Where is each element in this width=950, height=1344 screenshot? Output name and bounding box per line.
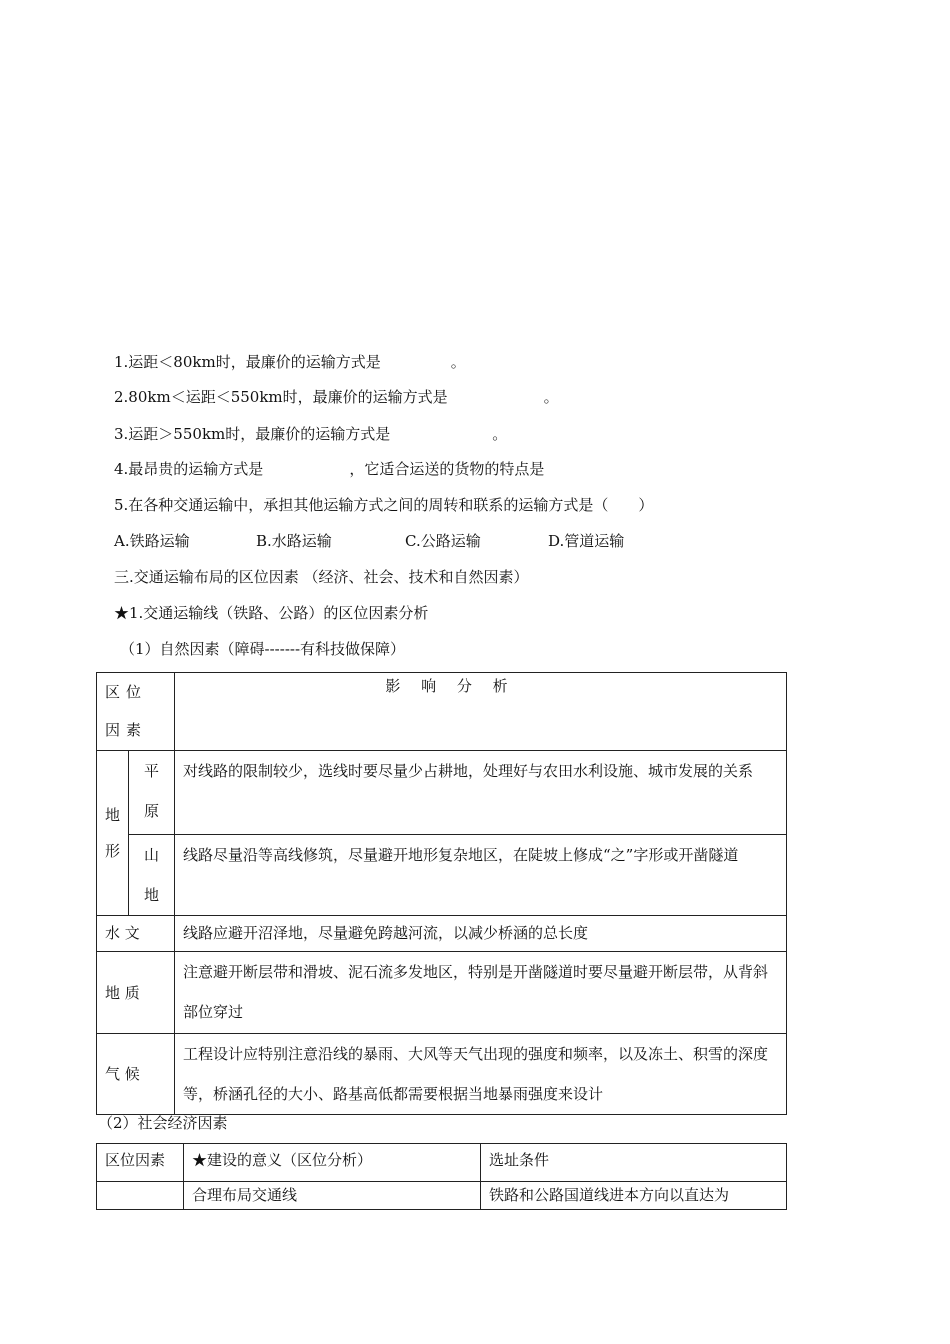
social-col1-header: 区位因素 bbox=[97, 1144, 184, 1182]
hydro-label-cell bbox=[97, 916, 175, 952]
hydro-label: 水 文 bbox=[105, 924, 140, 942]
option-d: D.管道运输 bbox=[548, 532, 625, 550]
question-4 bbox=[114, 459, 544, 479]
social-row1-col2: 合理布局交通线 bbox=[184, 1182, 481, 1210]
natural-factors-table bbox=[96, 672, 787, 1115]
climate-text-cell bbox=[175, 1034, 787, 1115]
option-a: A.铁路运输 bbox=[114, 532, 190, 550]
climate-label-cell bbox=[97, 1034, 175, 1115]
question-4-text: 4.最昂贵的运输方式是 bbox=[114, 460, 264, 478]
question-5-text: 5.在各种交通运输中，承担其他运输方式之间的周转和联系的运输方式是（ ） bbox=[114, 496, 654, 514]
plain-text: 对线路的限制较少，选线时要尽量少占耕地，处理好与农田水利设施、城市发展的关系 bbox=[183, 762, 754, 780]
climate-label: 气 候 bbox=[105, 1065, 140, 1083]
question-2-end: 。 bbox=[543, 388, 559, 406]
terrain-label: 地形 bbox=[104, 806, 120, 860]
geology-label: 地 质 bbox=[105, 983, 140, 1002]
subsection-title: ★1.交通运输线（铁路、公路）的区位因素分析 bbox=[114, 604, 429, 622]
social-row1-col3: 铁路和公路国道线进本方向以直达为 bbox=[481, 1182, 787, 1210]
header-factor-cell bbox=[97, 673, 175, 751]
climate-text: 工程设计应特别注意沿线的暴雨、大风等天气出现的强度和频率，以及冻土、积雪的深度等，桥涵孔径的大小、路基高低都需要根据当地暴雨强度来设计 bbox=[183, 1045, 769, 1103]
section-title: 三.交通运输布局的区位因素 （经济、社会、技术和自然因素） bbox=[114, 568, 529, 586]
social-factors-table bbox=[96, 1143, 787, 1210]
social-col2-header: ★建设的意义（区位分析） bbox=[184, 1144, 481, 1182]
mountain-label: 山地 bbox=[143, 846, 159, 904]
option-b: B.水路运输 bbox=[256, 532, 332, 550]
question-1-text: 1.运距＜80km时，最廉价的运输方式是 bbox=[114, 353, 381, 371]
mountain-text: 线路尽量沿等高线修筑，尽量避开地形复杂地区，在陡坡上修成“之”字形或开凿隧道 bbox=[183, 846, 739, 864]
header-factor: 区位因素 bbox=[105, 683, 148, 739]
social-col3-header: 选址条件 bbox=[481, 1144, 787, 1182]
social-heading: （2）社会经济因素 bbox=[98, 1114, 228, 1132]
geology-text: 注意避开断层带和滑坡、泥石流多发地区，特别是开凿隧道时要尽量避开断层带，从背斜部位穿过 bbox=[183, 963, 769, 1021]
plain-text-cell bbox=[175, 751, 787, 835]
question-3-text: 3.运距＞550km时，最廉价的运输方式是 bbox=[114, 425, 391, 443]
question-2-text: 2.80km＜运距＜550km时，最廉价的运输方式是 bbox=[114, 388, 448, 406]
social-row1-col1 bbox=[97, 1182, 184, 1210]
geology-text-cell bbox=[175, 952, 787, 1034]
mountain-label-cell bbox=[129, 835, 175, 916]
question-3 bbox=[114, 424, 507, 444]
hydro-text: 线路应避开沼泽地，尽量避免跨越河流，以减少桥涵的总长度 bbox=[183, 924, 589, 942]
terrain-label-cell bbox=[97, 751, 129, 916]
plain-label-cell bbox=[129, 751, 175, 835]
question-1 bbox=[114, 352, 466, 372]
geology-label-cell bbox=[97, 952, 175, 1034]
hydro-text-cell bbox=[175, 916, 787, 952]
question-3-end: 。 bbox=[492, 425, 508, 443]
question-1-end: 。 bbox=[450, 353, 466, 371]
natural-heading: （1）自然因素（障碍-------有科技做保障） bbox=[120, 640, 406, 658]
mountain-text-cell bbox=[175, 835, 787, 916]
header-analysis: 影 响 分 析 bbox=[385, 677, 516, 695]
question-2 bbox=[114, 387, 559, 407]
question-5 bbox=[114, 495, 653, 515]
header-analysis-cell bbox=[175, 673, 787, 751]
option-c: C.公路运输 bbox=[405, 532, 481, 550]
question-4-end: ，它适合运送的货物的特点是 bbox=[349, 460, 545, 478]
plain-label: 平原 bbox=[143, 762, 159, 820]
